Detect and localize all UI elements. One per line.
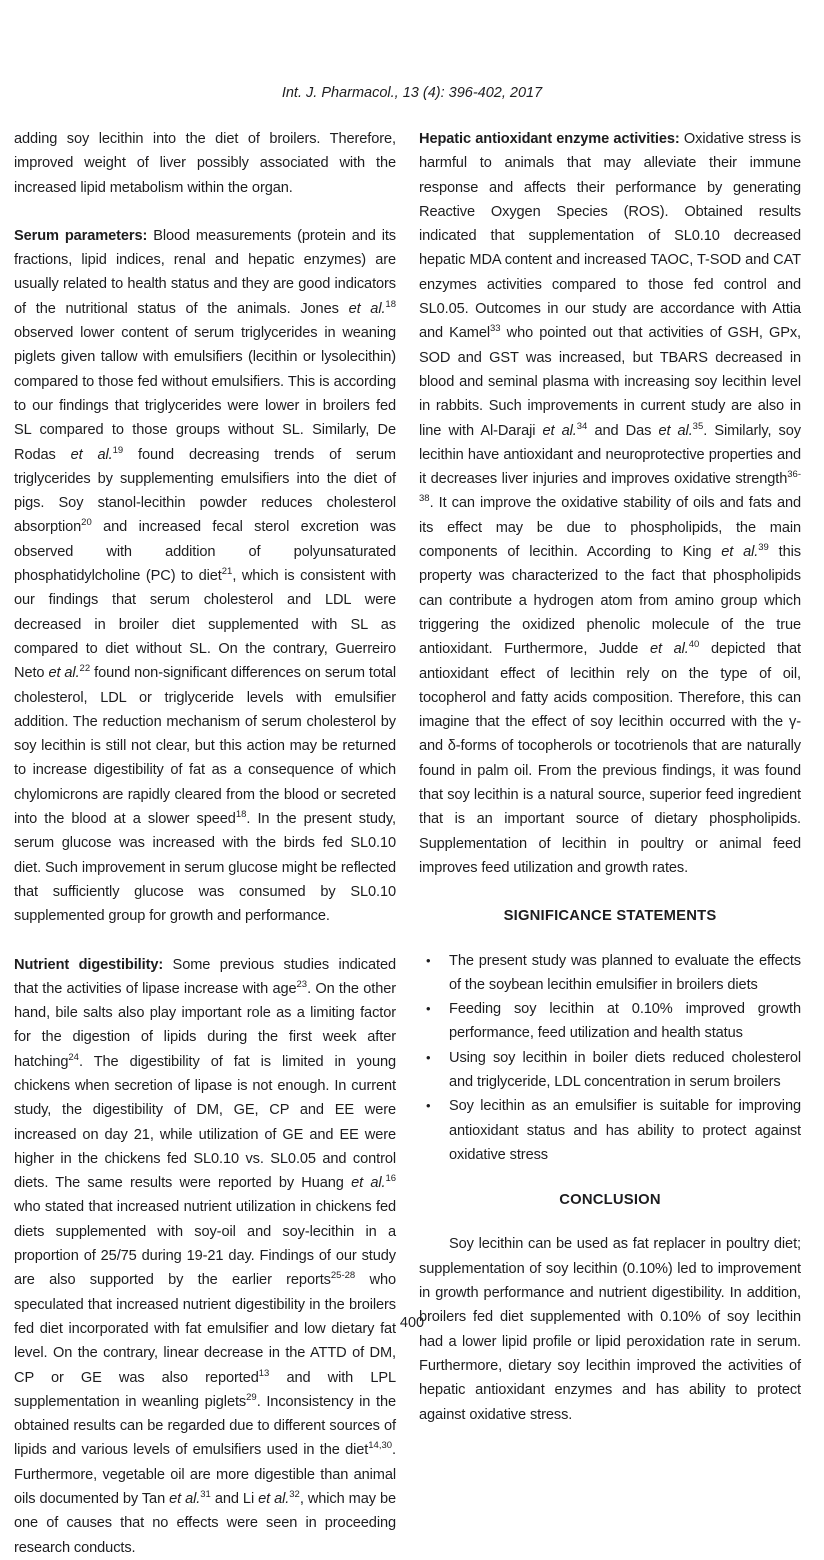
hepatic-antioxidant-paragraph: Hepatic antioxidant enzyme activities: Oxidative stress is harmful to animals that may alleviate their immune response and affects their performance by generating Reactive Oxygen Species (ROS). Obtained results indicated that supplementation of SL0.10 decreased hepatic MDA content and increased TAOC, T-SOD and CAT enzymes activities compared to those fed control and SL0.05. Outcomes in our study are accordance with Attia and Kamel$^{33}$ who pointed out that activities of GSH, GPx, SOD and GST was increased, but TBARS decreased in blood and seminal plasma with increasing soy lecithin level in rabbits. Such improvements in current study are also in line with Al-Daraji et al.$^{34}$ and Das et al.$^{35}$. Similarly, soy lecithin have antioxidant and neuroprotective properties and it decreases liver injuries and improves oxidative strength$^{36-38}$. It can improve the oxidative stability of oils and fats and its effect may be due to phospholipids, the main components of lecithin. According to King et al.$^{39}$ this property was characterized to the fact that phospholipids can contribute a hydrogen atom from amino group which triggering the oxidized phenolic molecule of the true antioxidant. Furthermore, Judde et al.$^{40}$ depicted that antioxidant effect of lecithin rely on the type of oil, tocopherol and fatty acids composition. Therefore, this can imagine that the effect of soy lecithin occurred with the γ- and δ-forms of tocopherols or tocotrienols that are naturally found in palm oil. From the previous findings, it was found that soy lecithin is a natural source, superior feed ingredient that is an important source of dietary phospholipids. Supplementation of lecithin in poultry or animal feed improves feed utilization and growth rates. <box>419 131 801 876</box>
significance-list-item <box>419 949 801 998</box>
significance-statements-list <box>419 949 801 1168</box>
significance-statements-heading: SIGNIFICANCE STATEMENTS <box>503 908 717 925</box>
significance-item-text: The present study was planned to evaluate the effects of the soybean lecithin emulsifier in broilers diets <box>449 952 801 993</box>
bullet-marker: • <box>426 1098 431 1114</box>
conclusion-paragraph: Soy lecithin can be used as fat replacer in poultry diet; supplementation of soy lecithin (0.10%) led to improvement in growth performance and nutrient digestibility. In addition, broilers fed diet supplemented with 0.10% of soy lecithin had a lower lipid profile or lipid peroxidation rate in serum. Furthermore, dietary soy lecithin improved the activities of hepatic antioxidant enzymes and has ability to protect against oxidative stress. <box>419 1236 801 1423</box>
significance-item-text: Soy lecithin as an emulsifier is suitable for improving antioxidant status and has ability to protect against oxidative stress <box>449 1098 801 1163</box>
bullet-marker: • <box>426 1049 431 1065</box>
significance-list-item <box>419 1094 801 1167</box>
right-column <box>419 127 801 1560</box>
body-paragraph-continuation: adding soy lecithin into the diet of broilers. Therefore, improved weight of liver possibly associated with the increased lipid metabolism within the organ. <box>14 131 396 196</box>
bullet-marker: • <box>426 1001 431 1017</box>
bullet-marker: • <box>426 952 431 968</box>
significance-item-text: Feeding soy lecithin at 0.10% improved growth performance, feed utilization and health status <box>449 1001 801 1042</box>
significance-list-item <box>419 1046 801 1095</box>
journal-citation-header: Int. J. Pharmacol., 13 (4): 396-402, 2017 <box>281 85 543 101</box>
significance-item-text: Using soy lecithin in boiler diets reduced cholesterol and triglyceride, LDL concentration in serum broilers <box>449 1049 801 1090</box>
two-column-layout <box>14 127 810 1560</box>
left-column <box>14 127 396 1560</box>
page-number: 400 <box>399 1315 425 1331</box>
serum-parameters-paragraph: Serum parameters: Blood measurements (protein and its fractions, lipid indices, renal and hepatic enzymes) are usually related to health status and they are good indicators of the nutritional status of the animals. Jones et al.$^{18}$ observed lower content of serum triglycerides in weaning piglets given tallow with emulsifiers (lecithin or lysolecithin) compared to those fed without emulsifiers. This is according to our findings that triglycerides were lower in broilers fed SL compared to those groups without SL. Similarly, De Rodas et al.$^{19}$ found decreasing trends of serum triglycerides by supplementing emulsifiers into the diet of pigs. Soy stanol-lecithin powder reduces cholesterol absorption$^{20}$ and increased fecal sterol excretion was observed with addition of polyunsaturated phosphatidylcholine (PC) to diet$^{21}$, which is consistent with our findings that serum cholesterol and LDL were decreased in broiler diet supplemented with SL as compared to diet without SL. On the contrary, Guerreiro Neto et al.$^{22}$ found non-significant differences on serum total cholesterol, LDL or triglyceride levels with emulsifier addition. The reduction mechanism of serum cholesterol by soy lecithin is still not clear, but this action may be returned to increase digestibility of fat as a consequence of which chylomicrons are rapidly cleared from the blood or secreted into the blood at a slower speed$^{18}$. In the present study, serum glucose was increased with the birds fed SL0.10 diet. Such improvement in serum glucose might be reflected that sufficiently glucose was consumed by SL0.10 supplemented group for growth and performance. <box>14 227 396 925</box>
nutrient-digestibility-paragraph: Nutrient digestibility: Some previous studies indicated that the activities of lipase increase with age$^{23}$. On the other hand, bile salts also play important role as a limiting factor for the digestion of lipids during the first week after hatching$^{24}$. The digestibility of fat is limited in young chickens when secretion of lipase is not enough. In current study, the digestibility of DM, GE, CP and EE were increased on day 21, while utilization of GE and EE were higher in the chickens fed SL0.10 vs. SL0.05 and control diets. The same results were reported by Huang et al.$^{16}$ who stated that increased nutrient utilization in chickens fed diets supplemented with soy-oil and soy-lecithin in a proportion of 25/75 during 19-21 day. Findings of our study are also supported by the earlier reports$^{25-28}$ who speculated that increased nutrient digestibility in the broilers fed diet incorporated with fat emulsifier and low dietary fat level. On the contrary, linear decrease in the ATTD of DM, CP or GE was also reported$^{13}$ and with LPL supplementation in weanling piglets$^{29}$. Inconsistency in the obtained results can be regarded due to different sources of lipids and various levels of emulsifiers used in the diet$^{14,30}$. Furthermore, vegetable oil are more digestible than animal oils documented by Tan et al.$^{31}$ and Li et al.$^{32}$, which may be one of causes that no effects were seen in proceeding research conducts. <box>14 956 397 1556</box>
conclusion-heading: CONCLUSION <box>559 1192 661 1209</box>
significance-list-item <box>419 997 801 1046</box>
